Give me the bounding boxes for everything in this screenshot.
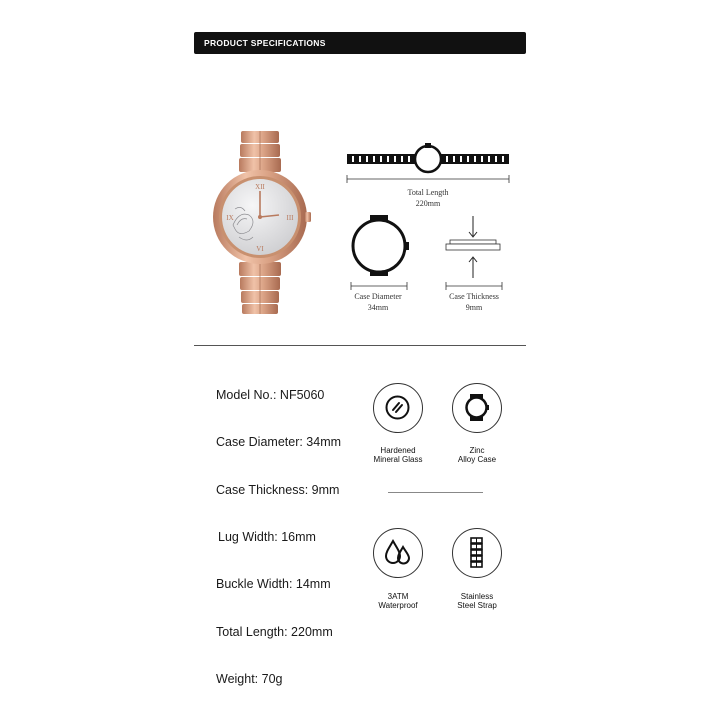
total-length-value: 220mm <box>415 199 441 208</box>
spec-model: Model No.: NF5060 <box>216 388 325 402</box>
spec-total-length: Total Length: 220mm <box>216 625 333 639</box>
steel-strap-icon <box>453 529 500 576</box>
total-length-title: Total Length <box>407 188 449 197</box>
spec-case-diameter: Case Diameter: 34mm <box>216 435 342 449</box>
case-diameter-label <box>338 291 418 313</box>
svg-text:IX: IX <box>226 214 234 222</box>
spec-buckle-width: Buckle Width: 14mm <box>216 577 331 591</box>
feature-mineral-glass-line1: Hardened <box>380 446 416 455</box>
feature-steel-strap <box>452 528 502 578</box>
svg-text:VI: VI <box>256 245 264 253</box>
feature-waterproof <box>373 528 423 578</box>
feature-divider <box>388 492 483 493</box>
case-diameter-title: Case Diameter <box>354 292 402 301</box>
header-title: PRODUCT SPECIFICATIONS <box>204 38 326 48</box>
feature-mineral-glass <box>373 383 423 433</box>
feature-zinc-alloy-case-label <box>437 446 517 464</box>
header-bar <box>194 32 526 54</box>
feature-zinc-line1: Zinc <box>469 446 485 455</box>
mineral-glass-icon <box>374 384 421 431</box>
lower-bracelet <box>239 262 281 314</box>
case-diameter-diagram <box>345 212 415 292</box>
case-thickness-label <box>434 291 514 313</box>
water-drops-icon <box>374 529 421 576</box>
feature-waterproof-line2: Waterproof <box>378 601 418 610</box>
svg-text:III: III <box>286 214 294 222</box>
case-thickness-value: 9mm <box>465 303 483 312</box>
total-length-label <box>386 187 470 209</box>
feature-mineral-glass-label <box>358 446 438 464</box>
case-thickness-diagram <box>440 212 510 292</box>
spec-lug-width: Lug Width: 16mm <box>218 530 316 544</box>
case-diameter-value: 34mm <box>367 303 389 312</box>
upper-bracelet <box>239 131 281 172</box>
feature-zinc-alloy-case <box>452 383 502 433</box>
section-divider <box>194 345 526 346</box>
feature-waterproof-label <box>358 592 438 610</box>
feature-zinc-line2: Alloy Case <box>457 455 497 464</box>
case-thickness-title: Case Thickness <box>449 292 499 301</box>
watch-case-icon <box>453 384 500 431</box>
feature-steel-strap-label <box>437 592 517 610</box>
feature-waterproof-line1: 3ATM <box>387 592 409 601</box>
svg-text:XII: XII <box>255 183 265 191</box>
watch-product-image <box>205 125 315 320</box>
spec-case-thickness: Case Thickness: 9mm <box>216 483 340 497</box>
feature-steel-line1: Stainless <box>460 592 494 601</box>
feature-mineral-glass-line2: Mineral Glass <box>373 455 423 464</box>
spec-weight: Weight: 70g <box>216 672 283 686</box>
bracelet-length-diagram <box>343 133 513 185</box>
feature-steel-line2: Steel Strap <box>457 601 497 610</box>
